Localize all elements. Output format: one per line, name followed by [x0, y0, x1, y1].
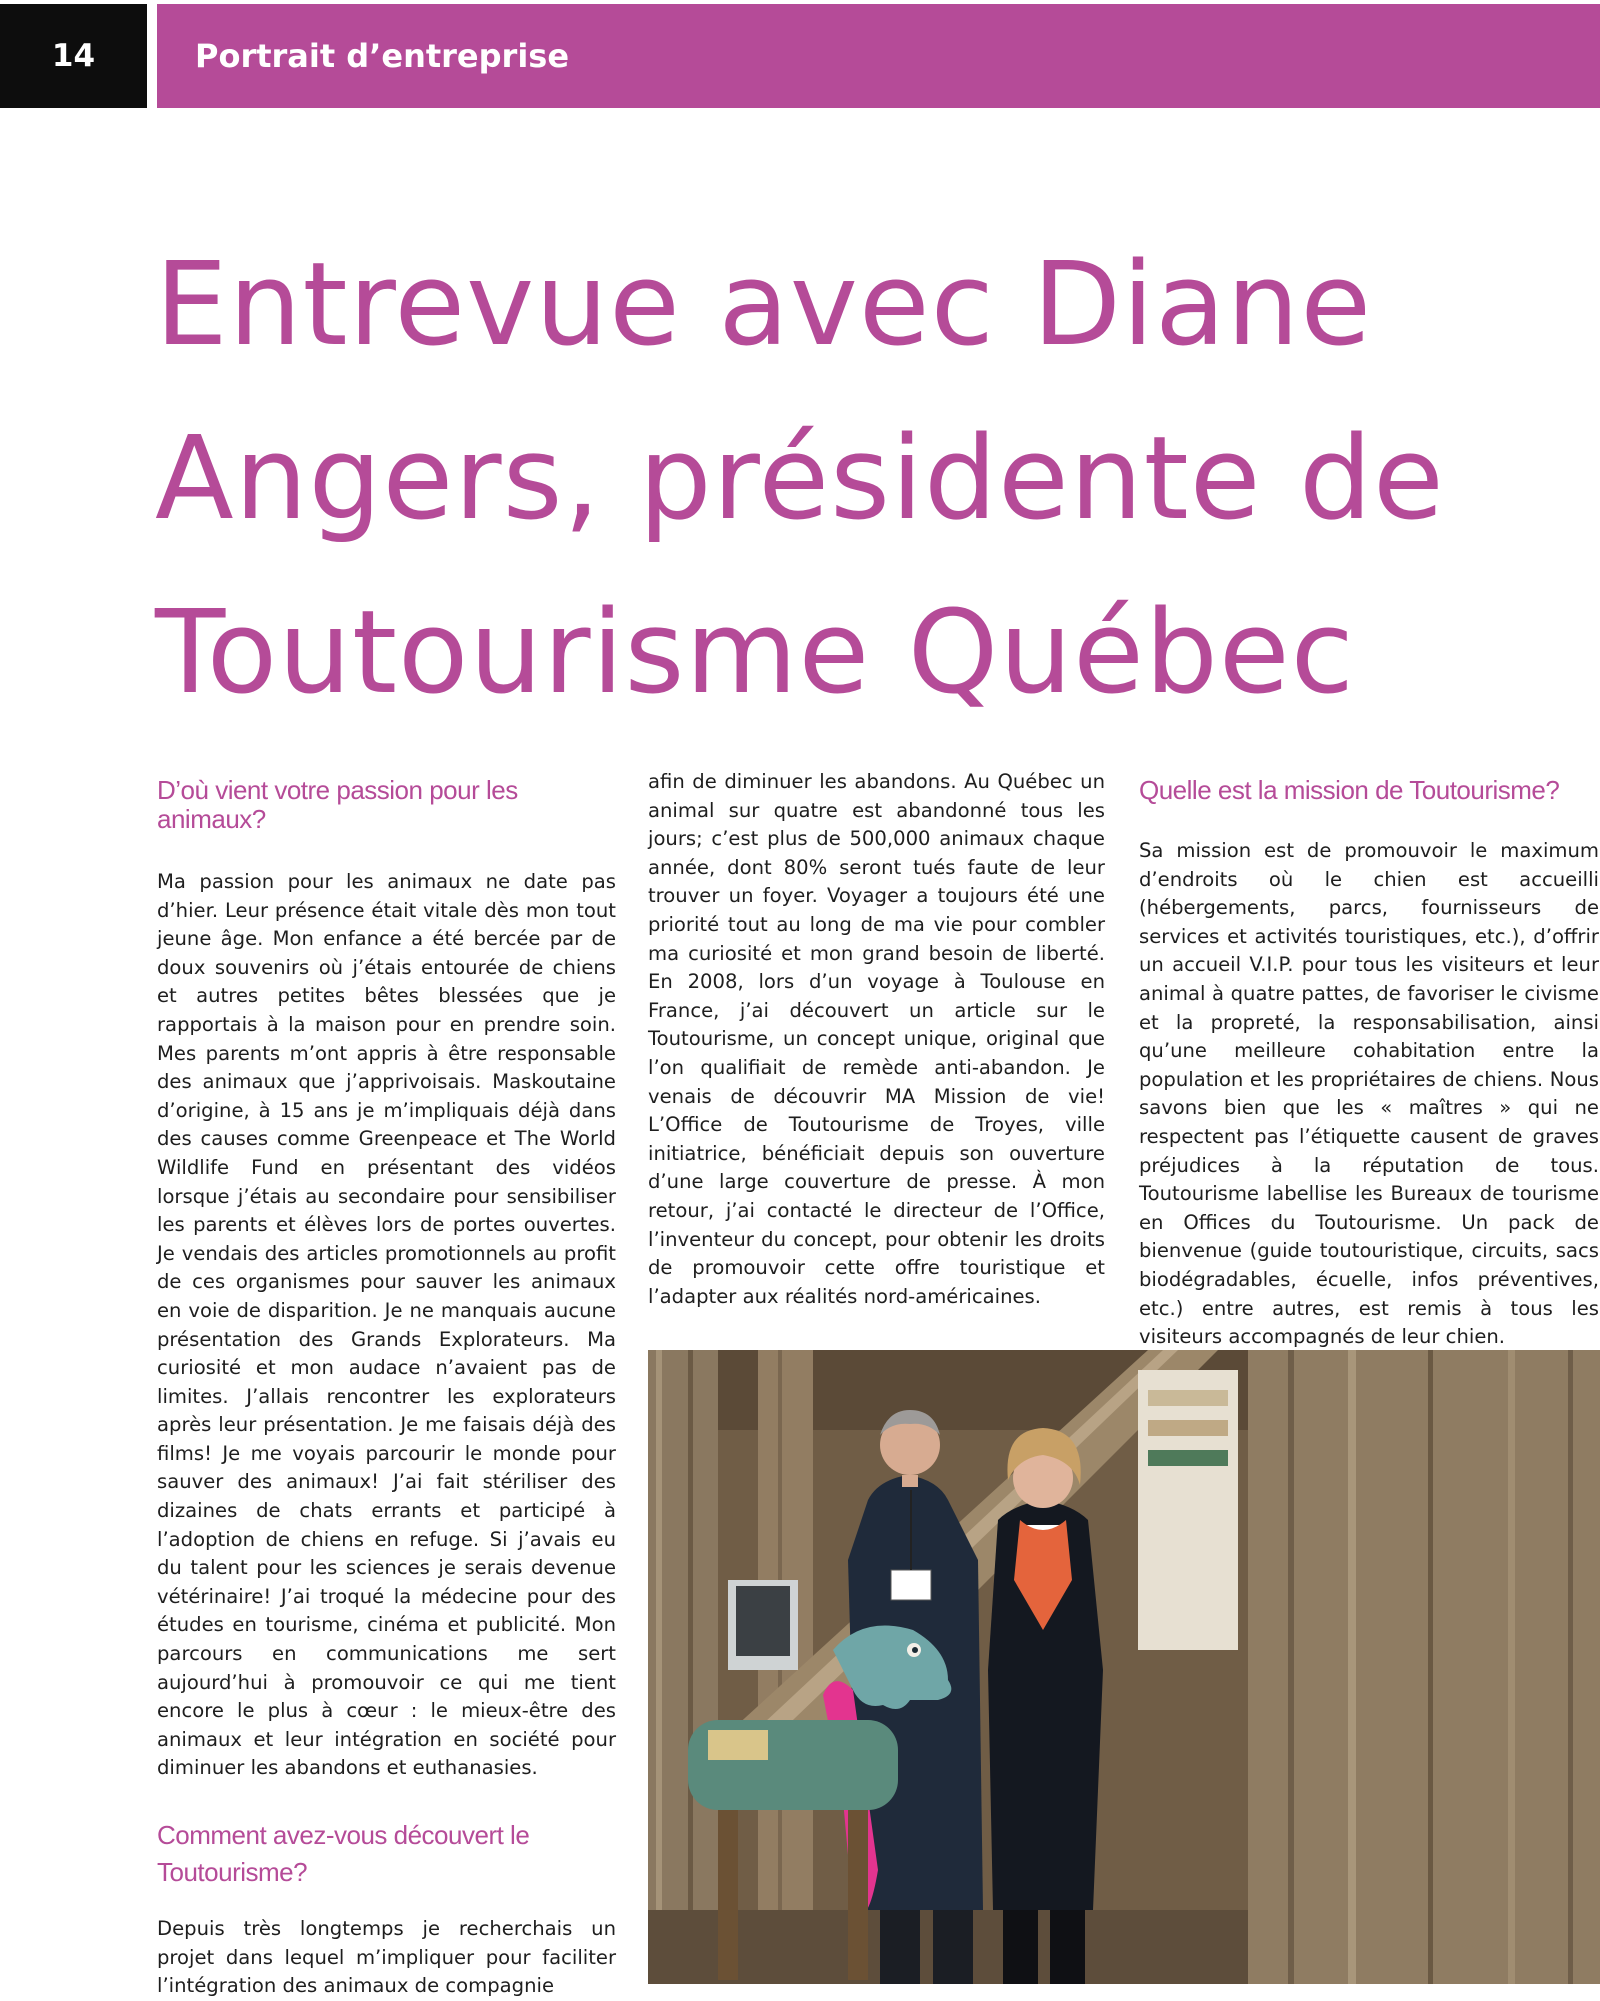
column-2 [648, 768, 1105, 1311]
column-1 [157, 768, 616, 2001]
section-header [157, 4, 1600, 108]
section-title: Portrait d’entreprise [195, 37, 570, 75]
answer-paragraph-3: Sa mission est de promouvoir le maximum d’endroits où le chien est accueilli (hébergements, parcs, fournisseurs de services et activités touristiques, etc.), d’offrir un accueil V.I.P. pour tous les visiteurs et leur animal à quatre pattes, de favoriser le civisme et la propreté, la responsabilisation, ainsi qu’une meilleure cohabitation entre la population et les propriétaires de chiens. Nous savons bien que les « maîtres » qui ne respectent pas l’étiquette causent de graves préjudices à la réputation de tous. Toutourisme labellise les Bureaux de tourisme en Offices du Toutourisme. Un pack de bienvenue (guide toutouristique, circuits, sacs biodégradables, écuelle, infos préventives, etc.) entre autres, est remis à tous les visiteurs accompagnés de leur chien. [1139, 839, 1599, 1349]
answer-paragraph-2-start: Depuis très longtemps je recherchais un projet dans lequel m’impliquer pour faciliter l’intégration des animaux de compagnie [157, 1917, 616, 1998]
answer-paragraph-2-continued: afin de diminuer les abandons. Au Québec un animal sur quatre est abandonné tous les jours; c’est plus de 500,000 animaux chaque année, dont 80% seront tués faute de leur trouver un foyer. Voyager a toujours été une priorité tout au long de ma vie pour combler ma curiosité et mon grand besoin de liberté. En 2008, lors d’un voyage à Toulouse en France, j’ai découvert un article sur le Toutourisme, un concept unique, original que l’on qualifiait de remède anti-abandon. Je venais de découvrir MA Mission de vie! L’Office de Toutourisme de Troyes, ville initiatrice, bénéficiait depuis son ouverture d’une large couverture de presse. À mon retour, j’ai contacté le directeur de l’Office, l’inventeur du concept, pour obtenir les droits de promouvoir cette offre touristique et l’adapter aux réalités nord-américaines. [648, 770, 1105, 1308]
question-heading-2: Comment avez-vous découvert le Toutourisme? [157, 1820, 530, 1887]
page-number: 14 [0, 4, 147, 108]
photo-illustration [648, 1350, 1600, 1984]
question-heading-1: D’où vient votre passion pour les animaux? [157, 775, 518, 834]
column-3 [1139, 768, 1599, 1352]
answer-paragraph-1: Ma passion pour les animaux ne date pas d’hier. Leur présence était vitale dès mon tout jeune âge. Mon enfance a été bercée par de doux souvenirs où j’étais entourée de chiens et autres petites bêtes blessées que je rapportais à la maison pour en prendre soin. Mes parents m’ont appris à être responsable des animaux que j’apprivoisais. Maskoutaine d’origine, à 15 ans je m’impliquais déjà dans des causes comme Greenpeace et The World Wildlife Fund en présentant des vidéos lorsque j’étais au secondaire pour sensibiliser les parents et élèves lors de portes ouvertes. Je vendais des articles promotionnels au profit de ces organismes pour sauver les animaux en voie de disparition. Je ne manquais aucune présentation des Grands Explorateurs. Ma curiosité et mon audace n’avaient pas de limites. J’allais rencontrer les explorateurs après leur présentation. Je me faisais déjà des films! Je me voyais parcourir le monde pour sauver des animaux! J’ai fait stériliser des dizaines de chats errants et participé à l’adoption de chiens en refuge. Si j’avais eu du talent pour les sciences je serais devenue vétérinaire! J’ai troqué la médecine pour des études en tourisme, cinéma et publicité. Mon parcours en communications me sert aujourd’hui à promouvoir ce qui me tient encore le plus à cœur : le mieux-être des animaux et leur intégration en société pour diminuer les abandons et euthanasies. [157, 870, 616, 1780]
interview-photo [648, 1350, 1600, 1984]
question-heading-3: Quelle est la mission de Toutourisme? [1139, 775, 1560, 805]
article-title: Entrevue avec Diane Angers, présidente de Toutourisme Québec [155, 238, 1445, 720]
